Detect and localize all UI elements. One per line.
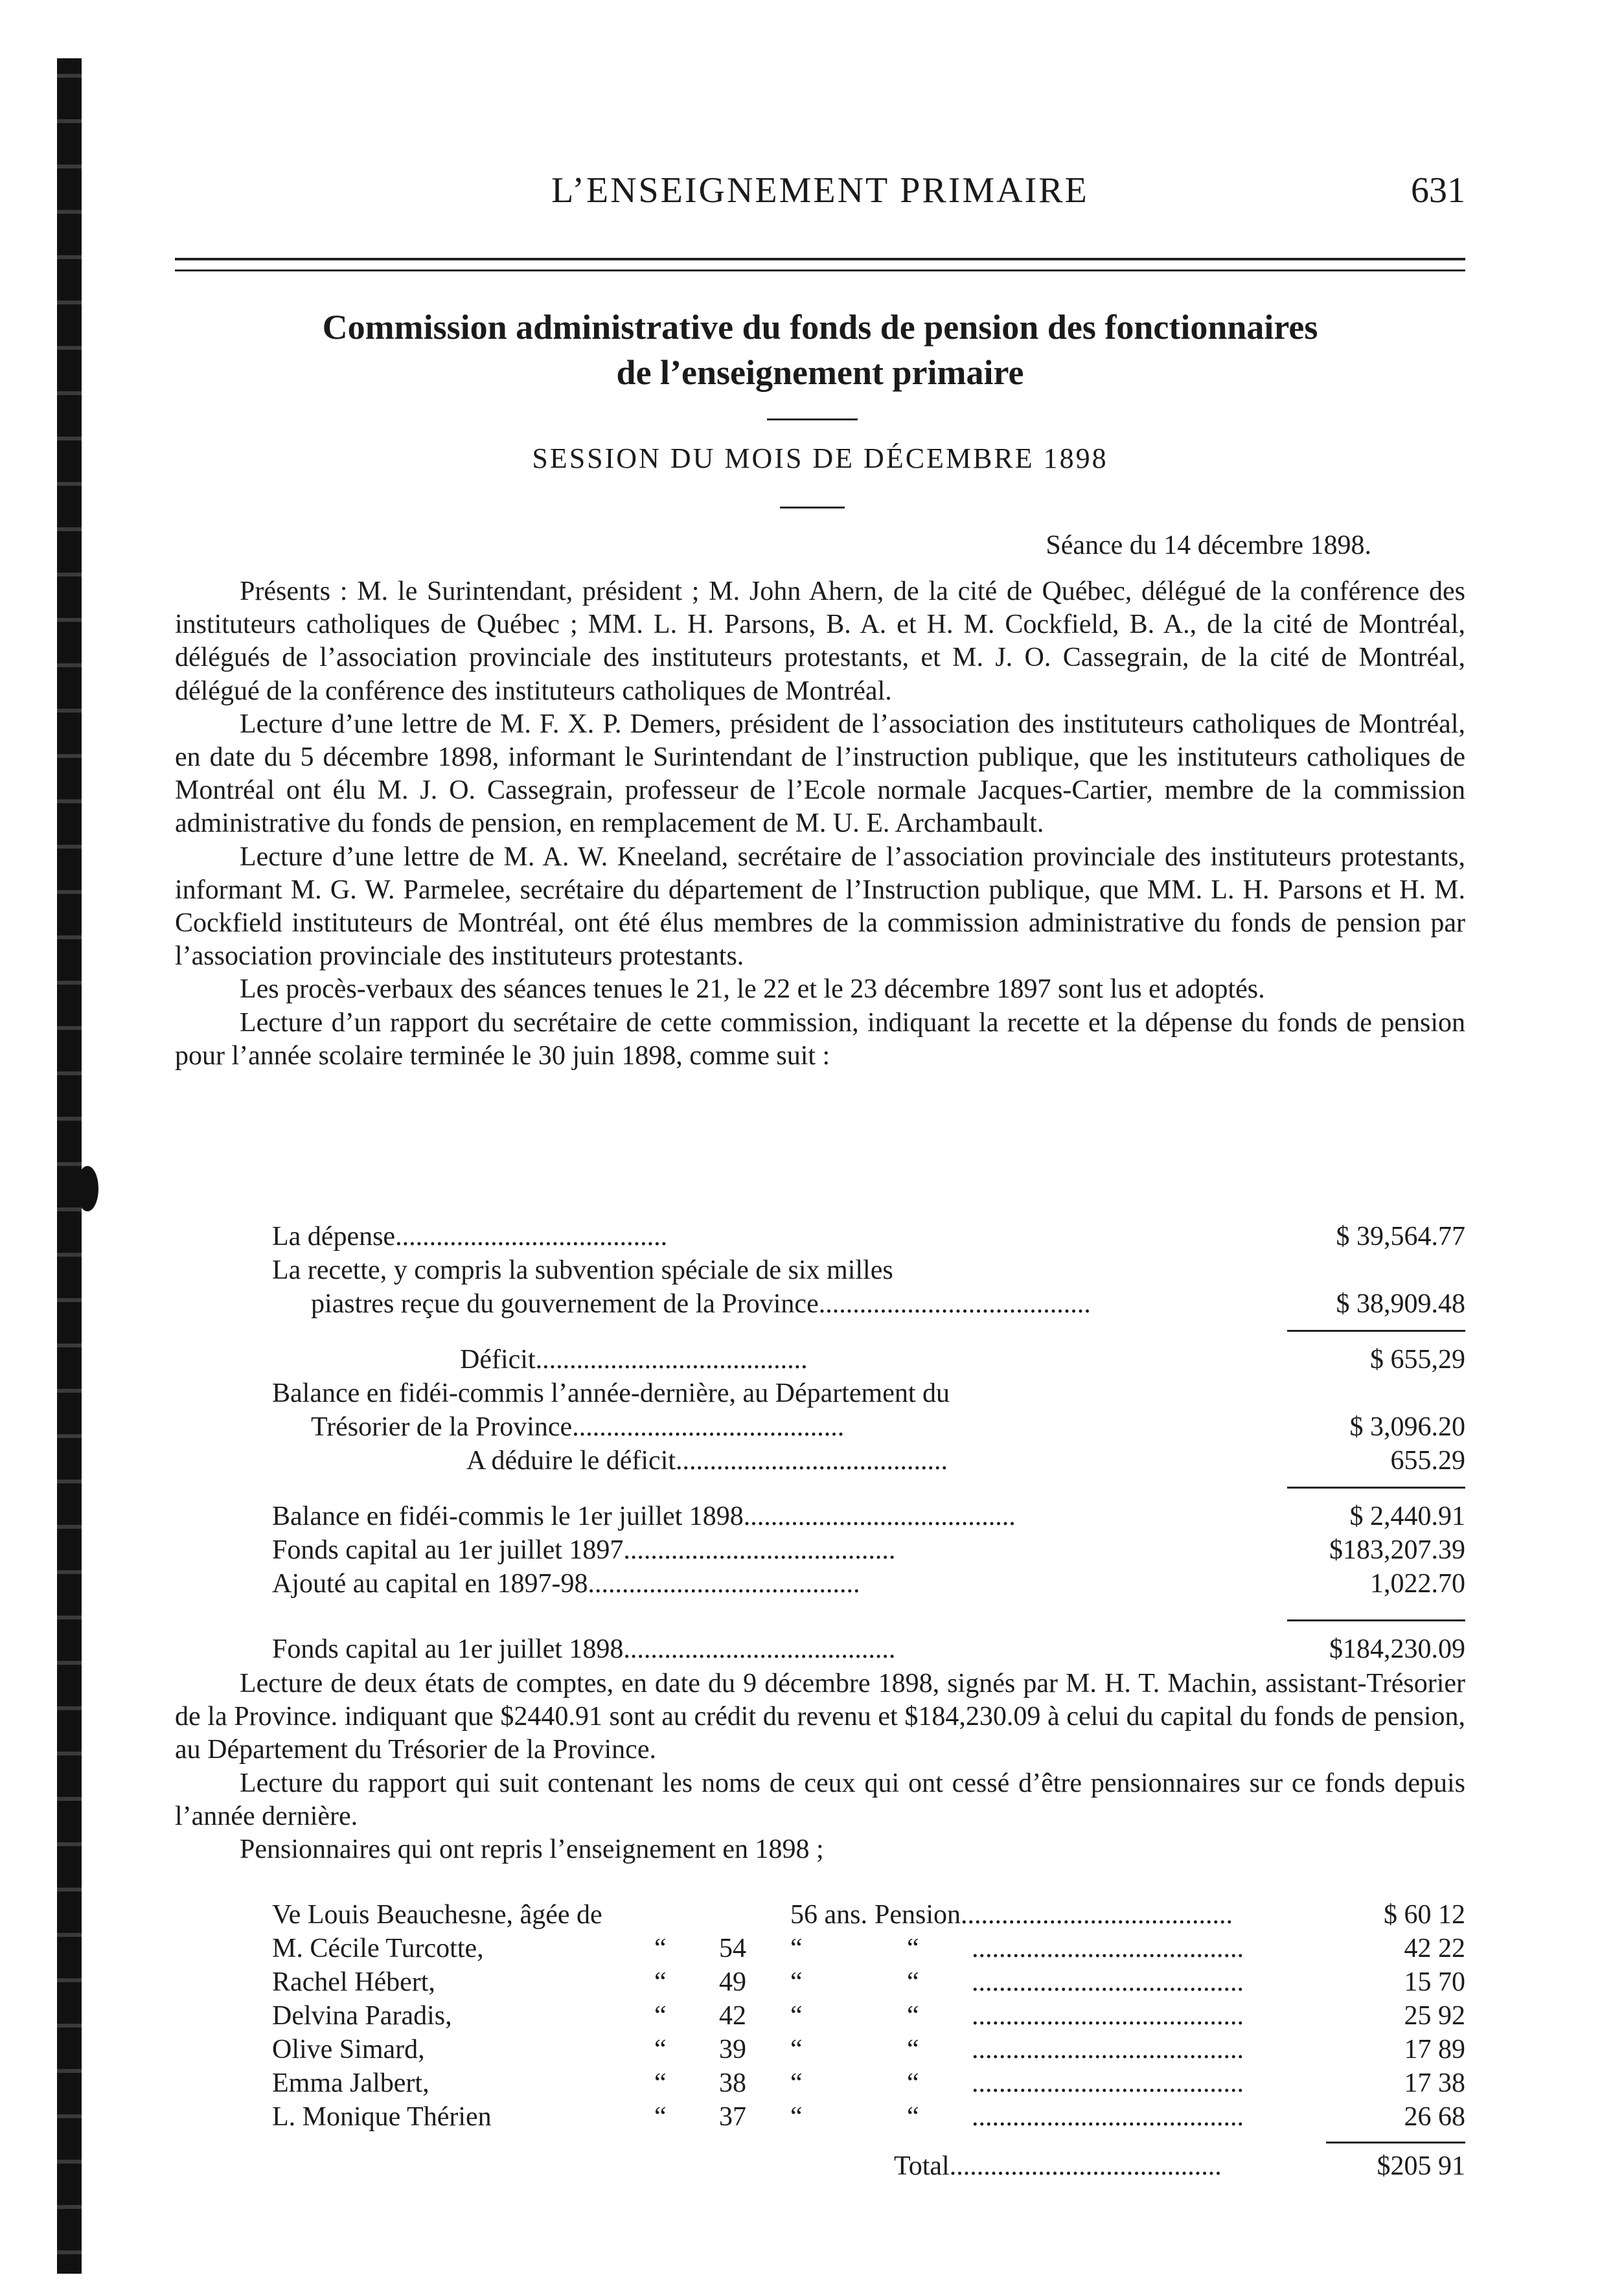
ditto-mark: “	[907, 2001, 919, 2031]
row-balance-1	[272, 1378, 1465, 1412]
label-balance-2: Trésorier de la Province........................................	[311, 1412, 845, 1442]
pensioner-row	[272, 2034, 1465, 2068]
pensioner-leader: ........................................	[972, 2035, 1244, 2064]
amount-recette: $ 38,909.48	[1336, 1289, 1465, 1319]
label-fonds-1897: Fonds capital au 1er juillet 1897........................................	[272, 1535, 896, 1565]
row-balance-juillet	[272, 1501, 1465, 1535]
row-fonds-1898	[272, 1634, 1465, 1667]
ditto-mark: “	[907, 2102, 919, 2132]
ditto-mark: “	[654, 2102, 667, 2132]
session-rule	[780, 507, 845, 509]
pensioner-amount: 42 22	[1404, 1934, 1465, 1963]
minutes-body	[175, 575, 1465, 1073]
amount-deduire: 655.29	[1390, 1446, 1465, 1476]
ditto-mark: “	[907, 1967, 919, 1997]
pensioner-age: 38	[719, 2068, 746, 2098]
ditto-mark: “	[654, 2001, 667, 2031]
sum-rule-2	[1287, 1487, 1465, 1489]
row-recette-1	[272, 1255, 1465, 1288]
pensioner-leader: ........................................	[972, 1967, 1244, 1997]
pensioner-name: Delvina Paradis,	[272, 2001, 452, 2031]
binding-mark	[76, 1166, 98, 1211]
amount-balance: $ 3,096.20	[1349, 1412, 1465, 1442]
title-rule	[767, 418, 858, 420]
amount-ajoute: 1,022.70	[1370, 1569, 1465, 1599]
pensioner-amount: 26 68	[1404, 2102, 1465, 2132]
sum-rule-3	[1287, 1619, 1465, 1621]
page-header	[175, 170, 1465, 222]
pensioner-age: 49	[719, 1967, 746, 1997]
paragraph-pensionnaires-heading: Pensionnaires qui ont repris l’enseignement en 1898 ;	[240, 1835, 824, 1865]
pensioner-name: L. Monique Thérien	[272, 2102, 492, 2132]
label-deficit: Déficit........................................	[460, 1345, 808, 1375]
pensioner-amount: 25 92	[1404, 2001, 1465, 2031]
paragraph-etats-comptes: Lecture de deux états de comptes, en date du 9 décembre 1898, signés par M. H. T. Machin, assistant-Trésorier de la Province. indiquant que $2440.91 sont au crédit du revenu et $184,230.09 à celui du capital du fonds de pension, au Département du Trésorier de la Province.	[175, 1669, 1465, 1765]
amount-fonds-1897: $183,207.39	[1329, 1535, 1465, 1565]
ditto-mark: “	[907, 1934, 919, 1963]
total-rule	[1326, 2142, 1465, 2143]
ditto-mark: “	[654, 2068, 667, 2098]
session-heading: SESSION DU MOIS DE DÉCEMBRE 1898	[532, 442, 1108, 474]
label-ajoute: Ajouté au capital en 1897-98........................................	[272, 1569, 860, 1599]
pensioner-row	[272, 2068, 1465, 2101]
ditto-mark: “	[790, 1934, 803, 1963]
pensioner-name: Olive Simard,	[272, 2035, 425, 2064]
pensioner-name: M. Cécile Turcotte,	[272, 1934, 484, 1963]
ditto-mark: “	[654, 1967, 667, 1997]
amount-fonds-1898: $184,230.09	[1329, 1634, 1465, 1664]
amount-balance-juillet: $ 2,440.91	[1349, 1502, 1465, 1531]
pensioner-amount: $ 60 12	[1384, 1900, 1465, 1930]
pensioner-row	[272, 2000, 1465, 2034]
amount-depense: $ 39,564.77	[1336, 1222, 1465, 1252]
pensioner-leader: ........................................	[972, 2068, 1244, 2098]
paragraph-presents: Présents : M. le Surintendant, président ; M. John Ahern, de la cité de Québec, délégué de la conférence des instituteurs catholiques de Québec ; MM. L. H. Parsons, B. A. et H. M. Cockfield, B. A., de la cité de Montréal, délégués de l’association provinciale des instituteurs protestants, et M. J. O. Cassegrain, de la cité de Montréal, délégué de la conférence des instituteurs catholiques de Montréal.	[175, 577, 1465, 706]
pensioner-row	[272, 2101, 1465, 2135]
row-recette-2	[272, 1288, 1465, 1322]
pensioner-amount: 17 89	[1404, 2035, 1465, 2064]
paragraph-rapport-pensionnaires: Lecture du rapport qui suit contenant les noms de ceux qui ont cessé d’être pensionnaires sur ce fonds depuis l’année dernière.	[175, 1768, 1465, 1831]
ditto-mark: “	[907, 2068, 919, 2098]
page-spine-shadow	[57, 58, 82, 2274]
pensioners-table	[272, 1899, 1465, 2158]
pensioner-row	[272, 1933, 1465, 1967]
pensioner-age: 54	[719, 1934, 746, 1963]
paragraph-kneeland-letter: Lecture d’une lettre de M. A. W. Kneeland, secrétaire de l’association provinciale des instituteurs protestants, informant M. G. W. Parmelee, secrétaire du département de l’Instruction publique, que MM. L. H. Parsons et H. M. Cockfield instituteurs de Montréal, ont été élus membres de la commission administrative du fonds de pension par l’association provinciale des instituteurs protestants.	[175, 841, 1465, 972]
page-title	[165, 304, 1475, 395]
header-rule	[175, 258, 1465, 271]
seance-date: Séance du 14 décembre 1898.	[1046, 531, 1371, 560]
total-label: Total........................................	[894, 2151, 1222, 2181]
row-fonds-1897	[272, 1535, 1465, 1568]
pensioner-leader: ........................................	[972, 1934, 1244, 1963]
financial-statement	[272, 1221, 1465, 1623]
sum-rule-1	[1287, 1330, 1465, 1332]
pensioner-row	[272, 1899, 1465, 1933]
label-balance-1: Balance en fidéi-commis l’année-dernière, au Département du	[272, 1378, 950, 1408]
pensioner-row	[272, 1967, 1465, 2000]
title-line-2: de l’enseignement primaire	[616, 353, 1024, 392]
ditto-mark: “	[790, 2035, 803, 2064]
pensioner-name: Ve Louis Beauchesne, âgée de	[272, 1900, 602, 1930]
row-depense	[272, 1221, 1465, 1255]
paragraph-demers-letter: Lecture d’une lettre de M. F. X. P. Demers, président de l’association des instituteurs catholiques de Montréal, en date du 5 décembre 1898, informant le Surintendant de l’instruction publique, que les instituteurs catholiques de Montréal ont élu M. J. O. Cassegrain, professeur de l’Ecole normale Jacques-Cartier, membre de la commission administrative du fonds de pension, en remplacement de M. U. E. Archambault.	[175, 709, 1465, 839]
label-recette-2: piastres reçue du gouvernement de la Province........................................	[311, 1289, 1091, 1319]
ditto-mark: “	[790, 1967, 803, 1997]
ditto-mark: “	[654, 1934, 667, 1963]
ditto-mark: “	[790, 2068, 803, 2098]
ditto-mark: “	[790, 2001, 803, 2031]
label-recette-1: La recette, y compris la subvention spéciale de six milles	[272, 1255, 893, 1285]
paragraph-rapport: Lecture d’un rapport du secrétaire de cette commission, indiquant la recette et la dépense du fonds de pension pour l’année scolaire terminée le 30 juin 1898, comme suit :	[175, 1007, 1465, 1071]
pensioners-total	[272, 2151, 1465, 2189]
page-number: 631	[1411, 170, 1465, 211]
title-line-1: Commission administrative du fonds de pension des fonctionnaires	[322, 308, 1318, 347]
pensioner-amount: 15 70	[1404, 1967, 1465, 1997]
amount-deficit: $ 655,29	[1370, 1345, 1465, 1375]
paragraph-proces-verbaux: Les procès-verbaux des séances tenues le 21, le 22 et le 23 décembre 1897 sont lus et adoptés.	[240, 974, 1265, 1005]
pensioner-age: 39	[719, 2035, 746, 2064]
label-fonds-1898: Fonds capital au 1er juillet 1898........................................	[272, 1634, 896, 1664]
pensioner-age: 56 ans.	[790, 1900, 867, 1930]
running-title: L’ENSEIGNEMENT PRIMAIRE	[551, 170, 1089, 211]
pensioner-name: Rachel Hébert,	[272, 1967, 435, 1997]
pensioner-age: 42	[719, 2001, 746, 2031]
label-depense: La dépense........................................	[272, 1222, 668, 1252]
minutes-body-2	[175, 1667, 1465, 1866]
ditto-mark: “	[907, 2035, 919, 2064]
row-deduire	[272, 1445, 1465, 1479]
pensioner-leader: ........................................	[972, 2102, 1244, 2132]
ditto-mark: “	[654, 2035, 667, 2064]
pensioner-age: 37	[719, 2102, 746, 2132]
pensioner-amount: 17 38	[1404, 2068, 1465, 2098]
pensioner-name: Emma Jalbert,	[272, 2068, 429, 2098]
ditto-mark: “	[790, 2102, 803, 2132]
pensioner-leader: ........................................	[972, 2001, 1244, 2031]
row-deficit	[272, 1344, 1465, 1378]
label-balance-juillet: Balance en fidéi-commis le 1er juillet 1898........................................	[272, 1502, 1016, 1531]
row-ajoute	[272, 1568, 1465, 1602]
row-balance-2	[272, 1412, 1465, 1445]
label-deduire: A déduire le déficit........................................	[466, 1446, 948, 1476]
total-amount: $205 91	[1377, 2151, 1465, 2181]
pensioner-pension-label: Pension........................................	[875, 1900, 1233, 1930]
